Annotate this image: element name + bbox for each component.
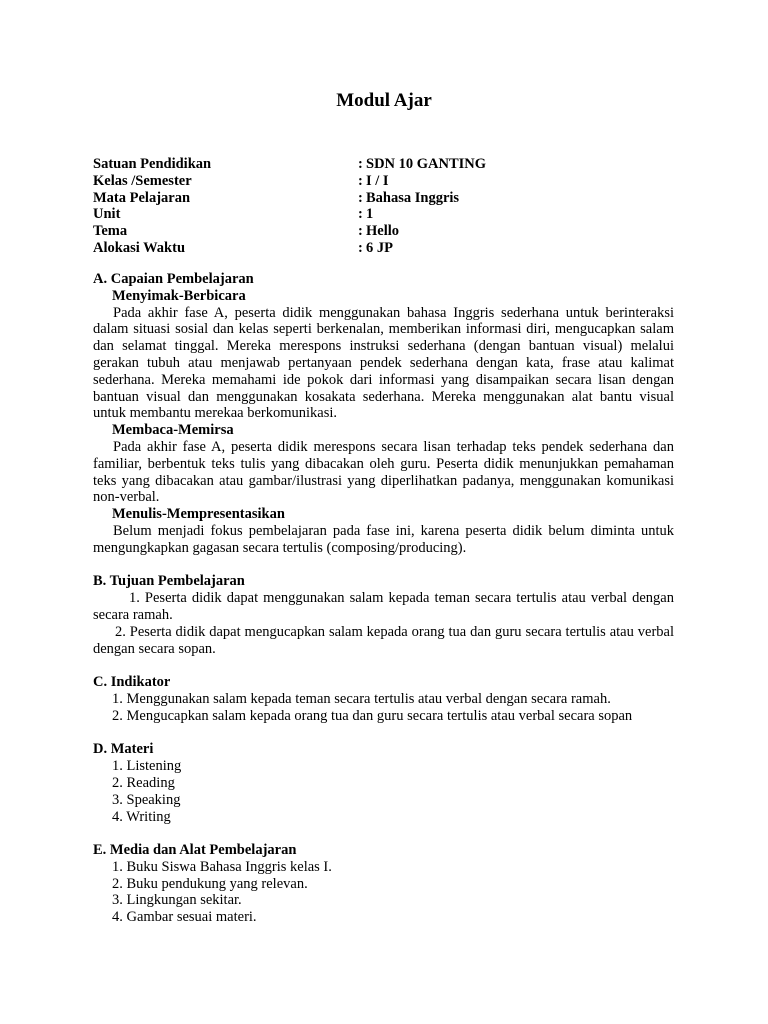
section-heading: C. Indikator xyxy=(93,674,171,691)
info-row: Kelas /Semester : I / I xyxy=(93,172,389,189)
document-title: Modul Ajar xyxy=(336,90,432,111)
list-item: 1. Buku Siswa Bahasa Inggris kelas I. xyxy=(112,858,332,875)
info-row: Alokasi Waktu : 6 JP xyxy=(93,239,393,256)
list-item: 3. Lingkungan sekitar. xyxy=(112,892,242,909)
list-item: 1. Listening xyxy=(112,758,182,775)
list-item: 1. Peserta didik dapat menggunakan salam kepada teman secara tertulis atau verbal dengan secara ramah. xyxy=(93,590,674,623)
paragraph: Belum menjadi fokus pembelajaran pada fase ini, karena peserta didik belum diminta untuk mengungkapkan gagasan secara tertulis (composing/producing). xyxy=(93,522,674,556)
subsection-heading: Membaca-Memirsa xyxy=(112,422,234,439)
subsection-heading: Menulis-Mempresentasikan xyxy=(112,506,285,523)
info-value: Bahasa Inggris xyxy=(366,189,460,206)
section-heading: A. Capaian Pembelajaran xyxy=(93,271,254,287)
list-item: 2. Mengucapkan salam kepada orang tua dan guru secara tertulis atau verbal secara sopan xyxy=(112,707,633,724)
list-item: 1. Menggunakan salam kepada teman secara tertulis atau verbal dengan secara ramah. xyxy=(112,690,611,707)
paragraph: Pada akhir fase A, peserta didik merespons secara lisan terhadap teks pendek sederhana dan familiar, berbentuk teks tulis yang dibacakan oleh guru. Peserta didik menunjukkan pemahaman teks yang dibacakan atau gambar/ilustrasi yang diperlihatkan padanya, menggunakan komunikasi non-verbal. xyxy=(93,438,674,506)
subsection-heading: Menyimak-Berbicara xyxy=(112,287,246,304)
info-row: Unit : 1 xyxy=(93,206,374,223)
list-item: 2. Reading xyxy=(112,774,175,791)
info-value: SDN 10 GANTING xyxy=(366,156,487,172)
info-row: Satuan Pendidikan : SDN 10 GANTING xyxy=(93,156,487,172)
list-item: 2. Buku pendukung yang relevan. xyxy=(112,875,308,892)
info-value: I / I xyxy=(366,172,389,189)
paragraph: Pada akhir fase A, peserta didik menggunakan bahasa Inggris sederhana untuk berinteraksi dalam situasi sosial dan kelas seperti berkenalan, memberikan informasi diri, mengucapkan salam dan selamat tinggal. Mereka merespons instruksi sederhana (dengan bantuan visual) melalui gerakan tubuh atau menjawab pertanyaan pendek sederhana dengan kata, frase atau kalimat sederhana. Mereka memahami ide pokok dari informasi yang disampaikan secara lisan dengan bantuan visual dan menggunakan kosakata sederhana. Mereka menggunakan alat bantu visual untuk membantu merekaa berkomunikasi. xyxy=(93,304,674,422)
document-body xyxy=(93,271,674,926)
section-heading: E. Media dan Alat Pembelajaran xyxy=(93,842,297,859)
info-label: Mata Pelajaran xyxy=(93,189,191,206)
info-label: Satuan Pendidikan xyxy=(93,156,212,172)
section-heading: D. Materi xyxy=(93,741,154,758)
info-label: Unit xyxy=(93,206,121,223)
info-label: Kelas /Semester xyxy=(93,172,192,189)
info-label: Tema xyxy=(93,223,128,240)
list-item: 4. Gambar sesuai materi. xyxy=(112,909,257,926)
info-row: Mata Pelajaran : Bahasa Inggris xyxy=(93,189,460,206)
info-label: Alokasi Waktu xyxy=(93,239,186,256)
info-value: 6 JP xyxy=(366,239,393,256)
list-item: 2. Peserta didik dapat mengucapkan salam kepada orang tua dan guru secara tertulis atau verbal dengan secara sopan. xyxy=(93,623,674,657)
info-value: 1 xyxy=(366,206,374,223)
info-value: Hello xyxy=(366,223,400,240)
list-item: 3. Speaking xyxy=(112,791,181,808)
section-heading: B. Tujuan Pembelajaran xyxy=(93,573,245,590)
list-item: 4. Writing xyxy=(112,808,171,825)
identity-table xyxy=(93,156,693,257)
info-row: Tema : Hello xyxy=(93,223,400,240)
